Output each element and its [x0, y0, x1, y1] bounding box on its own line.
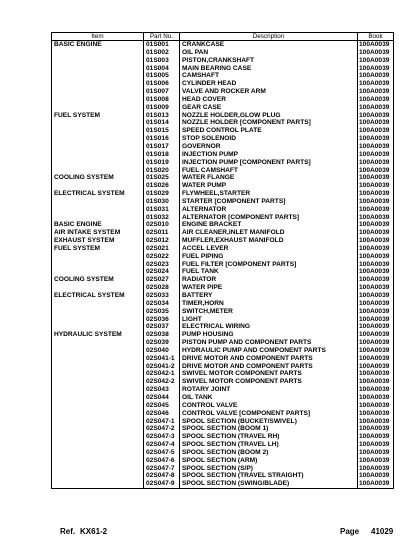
book-cell: 100A0039 [358, 96, 394, 104]
description-cell: WATER PUMP [180, 182, 358, 190]
part-number-cell: 02S047-5 [144, 449, 180, 457]
book-cell: 100A0039 [358, 292, 394, 300]
item-cell: AIR INTAKE SYSTEM [52, 229, 144, 237]
item-cell [52, 206, 144, 214]
part-number-cell: 02S033 [144, 292, 180, 300]
table-row [52, 268, 394, 276]
part-number-cell: 01S019 [144, 159, 180, 167]
table-row [52, 159, 394, 167]
item-cell [52, 167, 144, 175]
table-row [52, 80, 394, 88]
description-cell: SWIVEL MOTOR COMPONENT PARTS [180, 370, 358, 378]
table-row [52, 308, 394, 316]
table-row [52, 49, 394, 57]
description-cell: VALVE AND ROCKER ARM [180, 88, 358, 96]
book-cell: 100A0039 [358, 465, 394, 473]
description-cell: RADIATOR [180, 276, 358, 284]
description-cell: ACCEL LEVER [180, 245, 358, 253]
description-cell: SPOOL SECTION (BOOM 2) [180, 449, 358, 457]
description-cell: PISTON PUMP AND COMPONENT PARTS [180, 339, 358, 347]
book-cell: 100A0039 [358, 331, 394, 339]
description-cell: WATER PIPE [180, 284, 358, 292]
item-cell: ELECTRICAL SYSTEM [52, 292, 144, 300]
description-cell: GOVERNOR [180, 143, 358, 151]
table-row [52, 151, 394, 159]
book-cell: 100A0039 [358, 441, 394, 449]
table-row [52, 198, 394, 206]
book-cell: 100A0039 [358, 174, 394, 182]
item-cell [52, 370, 144, 378]
description-cell: CAMSHAFT [180, 72, 358, 80]
description-cell: SPOOL SECTION (TRAVEL RH) [180, 433, 358, 441]
item-cell [52, 119, 144, 127]
table-row [52, 284, 394, 292]
table-row [52, 112, 394, 120]
part-number-cell: 01S003 [144, 57, 180, 65]
part-number-cell: 02S040 [144, 347, 180, 355]
table-row [52, 174, 394, 182]
description-cell: SWITCH,METER [180, 308, 358, 316]
table-row [52, 119, 394, 127]
table-row [52, 167, 394, 175]
table-header-row [52, 33, 394, 41]
description-cell: INJECTION PUMP [COMPONENT PARTS] [180, 159, 358, 167]
book-cell: 100A0039 [358, 425, 394, 433]
item-cell [52, 433, 144, 441]
book-cell: 100A0039 [358, 268, 394, 276]
part-number-cell: 02S012 [144, 237, 180, 245]
part-number-cell: 01S015 [144, 127, 180, 135]
table-row [52, 41, 394, 49]
description-cell: SPOOL SECTION (S/P) [180, 465, 358, 473]
part-number-cell: 01S013 [144, 112, 180, 120]
part-number-cell: 01S014 [144, 119, 180, 127]
description-cell: MUFFLER,EXHAUST MANIFOLD [180, 237, 358, 245]
part-number-cell: 02S021 [144, 245, 180, 253]
part-number-cell: 01S030 [144, 198, 180, 206]
table-row [52, 370, 394, 378]
book-cell: 100A0039 [358, 65, 394, 73]
part-number-cell: 02S023 [144, 261, 180, 269]
model-number: KX61-2 [80, 527, 108, 536]
description-cell: BATTERY [180, 292, 358, 300]
part-number-cell: 02S041-2 [144, 363, 180, 371]
description-cell: MAIN BEARING CASE [180, 65, 358, 73]
description-cell: OIL PAN [180, 49, 358, 57]
description-cell: SPOOL SECTION (BUCKET/SWIVEL) [180, 418, 358, 426]
description-cell: GEAR CASE [180, 104, 358, 112]
item-cell [52, 472, 144, 480]
table-row [52, 261, 394, 269]
part-number-cell: 01S018 [144, 151, 180, 159]
book-cell: 100A0039 [358, 363, 394, 371]
table-row [52, 214, 394, 222]
description-cell: CYLINDER HEAD [180, 80, 358, 88]
description-cell: ROTARY JOINT [180, 386, 358, 394]
header-part-no: Part No. [144, 33, 180, 41]
page-footer [0, 527, 416, 537]
table-row [52, 402, 394, 410]
part-number-cell: 02S047-3 [144, 433, 180, 441]
book-cell: 100A0039 [358, 245, 394, 253]
book-cell: 100A0039 [358, 221, 394, 229]
item-cell [52, 198, 144, 206]
description-cell: SPOOL SECTION (BOOM 1) [180, 425, 358, 433]
description-cell: ALTERNATOR [COMPONENT PARTS] [180, 214, 358, 222]
description-cell: FLYWHEEL,STARTER [180, 190, 358, 198]
table-row [52, 57, 394, 65]
item-cell [52, 386, 144, 394]
part-number-cell: 01S006 [144, 80, 180, 88]
table-row [52, 88, 394, 96]
description-cell: WATER FLANGE [180, 174, 358, 182]
book-cell: 100A0039 [358, 449, 394, 457]
book-cell: 100A0039 [358, 151, 394, 159]
part-number-cell: 02S047-4 [144, 441, 180, 449]
item-cell [52, 159, 144, 167]
item-cell [52, 449, 144, 457]
book-cell: 100A0039 [358, 261, 394, 269]
book-cell: 100A0039 [358, 394, 394, 402]
book-cell: 100A0039 [358, 190, 394, 198]
table-row [52, 276, 394, 284]
description-cell: INJECTION PUMP [180, 151, 358, 159]
item-cell [52, 214, 144, 222]
table-row [52, 339, 394, 347]
description-cell: HYDRAULIC PUMP AND COMPONENT PARTS [180, 347, 358, 355]
description-cell: CRANKCASE [180, 41, 358, 49]
book-cell: 100A0039 [358, 300, 394, 308]
description-cell: ELECTRICAL WIRING [180, 323, 358, 331]
book-cell: 100A0039 [358, 276, 394, 284]
description-cell: NOZZLE HOLDER,GLOW PLUG [180, 112, 358, 120]
part-number-cell: 02S010 [144, 221, 180, 229]
header-item: Item [52, 33, 144, 41]
table-row [52, 394, 394, 402]
item-cell: ELECTRICAL SYSTEM [52, 190, 144, 198]
table-row [52, 135, 394, 143]
book-cell: 100A0039 [358, 88, 394, 96]
book-cell: 100A0039 [358, 80, 394, 88]
item-cell [52, 465, 144, 473]
item-cell [52, 480, 144, 488]
part-number-cell: 02S034 [144, 300, 180, 308]
item-cell [52, 65, 144, 73]
table-row [52, 96, 394, 104]
book-cell: 100A0039 [358, 214, 394, 222]
description-cell: STOP SOLENOID [180, 135, 358, 143]
book-cell: 100A0039 [358, 410, 394, 418]
book-cell: 100A0039 [358, 370, 394, 378]
part-number-cell: 01S017 [144, 143, 180, 151]
book-cell: 100A0039 [358, 316, 394, 324]
description-cell: ALTERNATOR [180, 206, 358, 214]
part-number-cell: 01S031 [144, 206, 180, 214]
book-cell: 100A0039 [358, 253, 394, 261]
description-cell: PUMP HOUSING [180, 331, 358, 339]
table-row [52, 355, 394, 363]
part-number-cell: 02S037 [144, 323, 180, 331]
book-cell: 100A0039 [358, 402, 394, 410]
table-row [52, 347, 394, 355]
table-row [52, 229, 394, 237]
book-cell: 100A0039 [358, 104, 394, 112]
item-cell: BASIC ENGINE [52, 221, 144, 229]
item-cell [52, 88, 144, 96]
table-row [52, 182, 394, 190]
table-row [52, 300, 394, 308]
item-cell [52, 347, 144, 355]
description-cell: ENGINE BRACKET [180, 221, 358, 229]
item-cell [52, 104, 144, 112]
part-number-cell: 02S011 [144, 229, 180, 237]
item-cell [52, 355, 144, 363]
item-cell: COOLING SYSTEM [52, 276, 144, 284]
item-cell [52, 441, 144, 449]
table-row [52, 386, 394, 394]
item-cell [52, 96, 144, 104]
description-cell: PISTON,CRANKSHAFT [180, 57, 358, 65]
part-number-cell: 01S002 [144, 49, 180, 57]
item-cell: HYDRAULIC SYSTEM [52, 331, 144, 339]
part-number-cell: 02S047-9 [144, 480, 180, 488]
table-row [52, 190, 394, 198]
item-cell: FUEL SYSTEM [52, 245, 144, 253]
book-cell: 100A0039 [358, 378, 394, 386]
description-cell: LIGHT [180, 316, 358, 324]
table-row [52, 418, 394, 426]
item-cell: EXHAUST SYSTEM [52, 237, 144, 245]
item-cell [52, 261, 144, 269]
description-cell: SPOOL SECTION (SWING/BLADE) [180, 480, 358, 488]
book-cell: 100A0039 [358, 41, 394, 49]
table-body [52, 41, 394, 489]
part-number-cell: 01S004 [144, 65, 180, 73]
part-number-cell: 01S007 [144, 88, 180, 96]
part-number-cell: 02S047-7 [144, 465, 180, 473]
item-cell [52, 323, 144, 331]
table-row [52, 433, 394, 441]
book-cell: 100A0039 [358, 182, 394, 190]
item-cell [52, 80, 144, 88]
table-row [52, 253, 394, 261]
table-row [52, 449, 394, 457]
description-cell: FUEL TANK [180, 268, 358, 276]
page-label: Page [340, 527, 360, 536]
book-cell: 100A0039 [358, 347, 394, 355]
part-number-cell: 01S020 [144, 167, 180, 175]
part-number-cell: 01S001 [144, 41, 180, 49]
item-cell [52, 363, 144, 371]
book-cell: 100A0039 [358, 143, 394, 151]
description-cell: SPEED CONTROL PLATE [180, 127, 358, 135]
book-cell: 100A0039 [358, 119, 394, 127]
part-number-cell: 02S041-1 [144, 355, 180, 363]
table-row [52, 127, 394, 135]
part-number-cell: 01S032 [144, 214, 180, 222]
description-cell: NOZZLE HOLDER [COMPONENT PARTS] [180, 119, 358, 127]
item-cell: COOLING SYSTEM [52, 174, 144, 182]
table-row [52, 237, 394, 245]
table-row [52, 410, 394, 418]
book-cell: 100A0039 [358, 472, 394, 480]
item-cell: FUEL SYSTEM [52, 112, 144, 120]
item-cell [52, 418, 144, 426]
part-number-cell: 02S028 [144, 284, 180, 292]
table-row [52, 245, 394, 253]
book-cell: 100A0039 [358, 135, 394, 143]
book-cell: 100A0039 [358, 198, 394, 206]
part-number-cell: 02S047-2 [144, 425, 180, 433]
item-cell [52, 316, 144, 324]
book-cell: 100A0039 [358, 480, 394, 488]
item-cell [52, 394, 144, 402]
item-cell [52, 378, 144, 386]
book-cell: 100A0039 [358, 284, 394, 292]
part-number-cell: 02S047-8 [144, 472, 180, 480]
table-row [52, 323, 394, 331]
description-cell: OIL TANK [180, 394, 358, 402]
item-cell [52, 151, 144, 159]
description-cell: FUEL CAMSHAFT [180, 167, 358, 175]
part-number-cell: 02S024 [144, 268, 180, 276]
book-cell: 100A0039 [358, 127, 394, 135]
table-row [52, 457, 394, 465]
part-number-cell: 02S043 [144, 386, 180, 394]
part-number-cell: 01S009 [144, 104, 180, 112]
item-cell [52, 300, 144, 308]
item-cell [52, 308, 144, 316]
part-number-cell: 01S025 [144, 174, 180, 182]
part-number-cell: 02S047-1 [144, 418, 180, 426]
part-number-cell: 02S045 [144, 402, 180, 410]
part-number-cell: 02S036 [144, 316, 180, 324]
item-cell [52, 49, 144, 57]
item-cell [52, 339, 144, 347]
item-cell [52, 284, 144, 292]
table-row [52, 378, 394, 386]
part-number-cell: 01S026 [144, 182, 180, 190]
description-cell: CONTROL VALVE [COMPONENT PARTS] [180, 410, 358, 418]
description-cell: SWIVEL MOTOR COMPONENT PARTS [180, 378, 358, 386]
table-row [52, 221, 394, 229]
table-row [52, 65, 394, 73]
item-cell [52, 402, 144, 410]
part-number-cell: 02S035 [144, 308, 180, 316]
book-cell: 100A0039 [358, 308, 394, 316]
part-number-cell: 02S047-6 [144, 457, 180, 465]
table-row [52, 316, 394, 324]
item-cell [52, 57, 144, 65]
part-number-cell: 01S016 [144, 135, 180, 143]
table-row [52, 363, 394, 371]
book-cell: 100A0039 [358, 237, 394, 245]
part-number-cell: 01S008 [144, 96, 180, 104]
table-row [52, 104, 394, 112]
part-number-cell: 02S042-2 [144, 378, 180, 386]
table-row [52, 480, 394, 488]
page-number: 41029 [371, 527, 394, 536]
item-cell [52, 143, 144, 151]
book-cell: 100A0039 [358, 159, 394, 167]
item-cell [52, 425, 144, 433]
part-number-cell: 02S042-1 [144, 370, 180, 378]
description-cell: TIMER,HORN [180, 300, 358, 308]
book-cell: 100A0039 [358, 49, 394, 57]
part-number-cell: 02S038 [144, 331, 180, 339]
item-cell [52, 135, 144, 143]
header-book: Book [358, 33, 394, 41]
header-description: Description [180, 33, 358, 41]
table-row [52, 331, 394, 339]
item-cell: BASIC ENGINE [52, 41, 144, 49]
description-cell: HEAD COVER [180, 96, 358, 104]
part-number-cell: 01S005 [144, 72, 180, 80]
table-row [52, 465, 394, 473]
book-cell: 100A0039 [358, 418, 394, 426]
table-row [52, 143, 394, 151]
part-number-cell: 02S046 [144, 410, 180, 418]
book-cell: 100A0039 [358, 457, 394, 465]
part-number-cell: 02S022 [144, 253, 180, 261]
item-cell [52, 72, 144, 80]
description-cell: AIR CLEANER,INLET MANIFOLD [180, 229, 358, 237]
item-cell [52, 127, 144, 135]
table-row [52, 206, 394, 214]
table-row [52, 425, 394, 433]
item-cell [52, 457, 144, 465]
table-row [52, 72, 394, 80]
book-cell: 100A0039 [358, 433, 394, 441]
book-cell: 100A0039 [358, 339, 394, 347]
book-cell: 100A0039 [358, 323, 394, 331]
table-row [52, 292, 394, 300]
book-cell: 100A0039 [358, 229, 394, 237]
description-cell: SPOOL SECTION (TRAVEL LH) [180, 441, 358, 449]
ref-label: Ref. [60, 527, 76, 536]
part-number-cell: 02S039 [144, 339, 180, 347]
description-cell: STARTER [COMPONENT PARTS] [180, 198, 358, 206]
part-number-cell: 01S029 [144, 190, 180, 198]
book-cell: 100A0039 [358, 206, 394, 214]
description-cell: SPOOL SECTION (TRAVEL STRAIGHT) [180, 472, 358, 480]
item-cell [52, 182, 144, 190]
part-number-cell: 02S044 [144, 394, 180, 402]
part-number-cell: 02S027 [144, 276, 180, 284]
book-cell: 100A0039 [358, 355, 394, 363]
item-cell [52, 410, 144, 418]
table-row [52, 472, 394, 480]
table-row [52, 441, 394, 449]
description-cell: FUEL PIPING [180, 253, 358, 261]
book-cell: 100A0039 [358, 72, 394, 80]
description-cell: DRIVE MOTOR AND COMPONENT PARTS [180, 355, 358, 363]
description-cell: SPOOL SECTION (ARM) [180, 457, 358, 465]
item-cell [52, 253, 144, 261]
parts-index-table [51, 32, 394, 489]
description-cell: DRIVE MOTOR AND COMPONENT PARTS [180, 363, 358, 371]
description-cell: FUEL FILTER [COMPONENT PARTS] [180, 261, 358, 269]
book-cell: 100A0039 [358, 112, 394, 120]
book-cell: 100A0039 [358, 386, 394, 394]
book-cell: 100A0039 [358, 57, 394, 65]
item-cell [52, 268, 144, 276]
description-cell: CONTROL VALVE [180, 402, 358, 410]
book-cell: 100A0039 [358, 167, 394, 175]
